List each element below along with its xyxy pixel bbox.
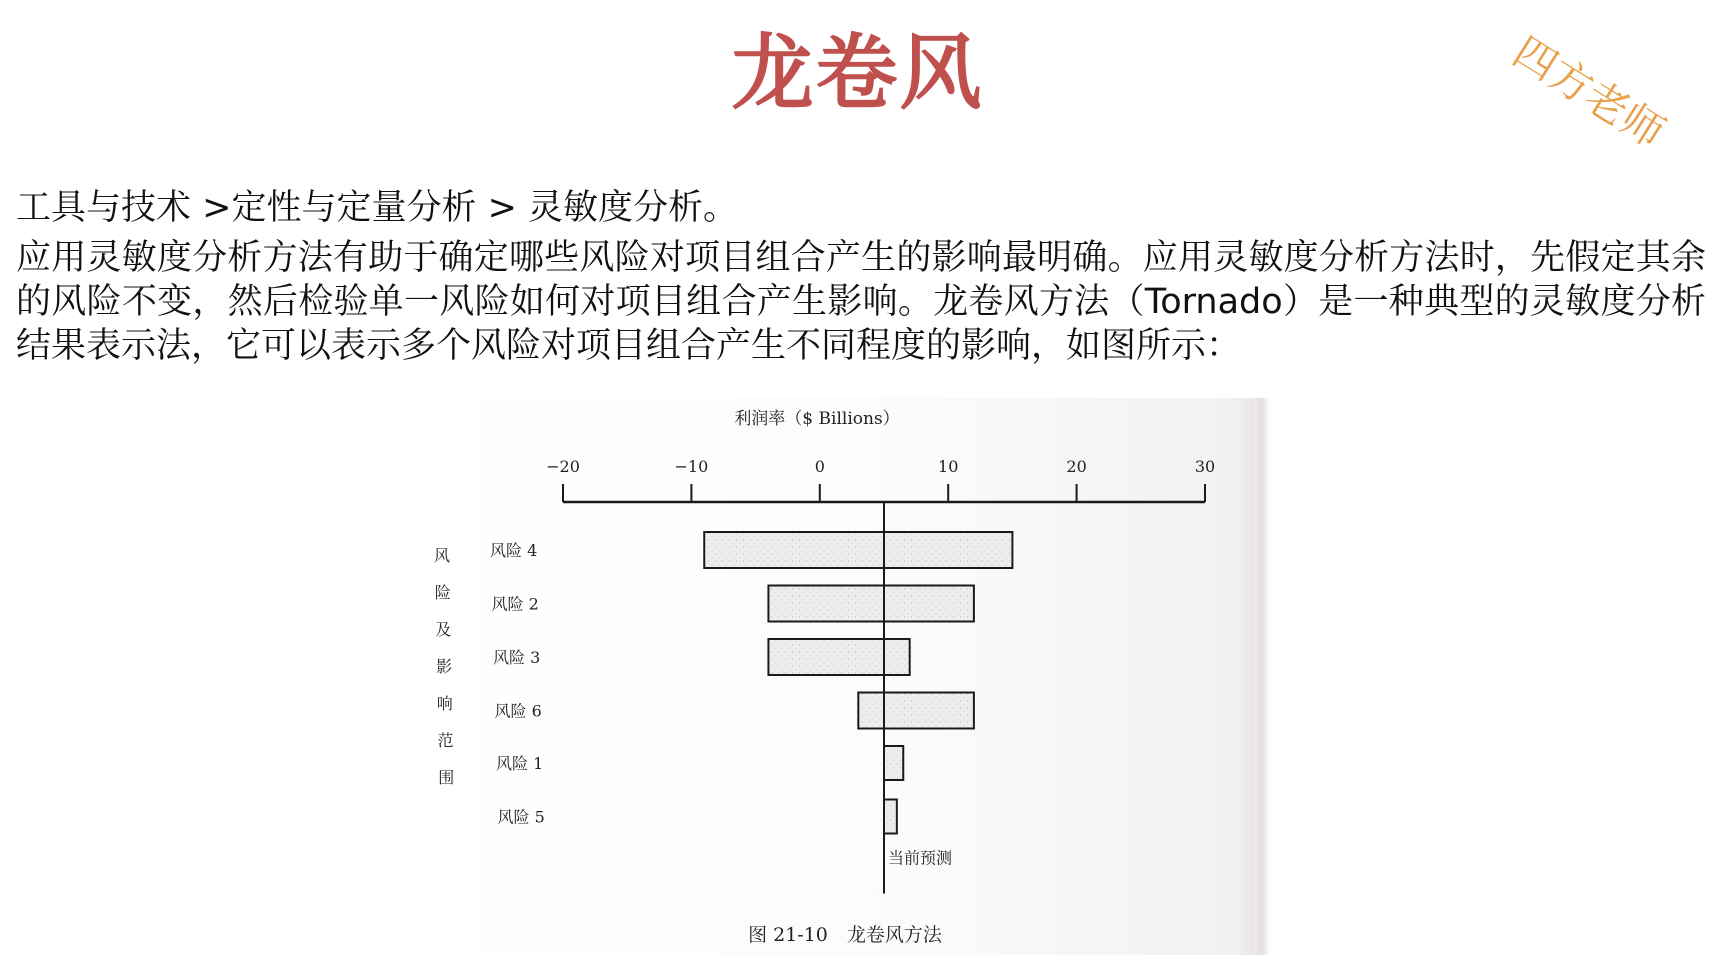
y-label-char: 险 xyxy=(434,583,451,602)
category-label: 风险 5 xyxy=(497,807,545,827)
x-tick-label: −10 xyxy=(674,457,709,476)
y-label-char: 范 xyxy=(437,731,454,750)
y-label-char: 影 xyxy=(436,657,453,676)
category-labels xyxy=(490,541,545,827)
figure-caption: 图 21-10 龙卷风方法 xyxy=(748,924,942,946)
y-label-char: 围 xyxy=(438,768,455,787)
y-label-char: 响 xyxy=(436,694,453,713)
tornado-bar xyxy=(858,693,974,729)
x-tick-label: −20 xyxy=(546,457,580,476)
category-label: 风险 1 xyxy=(496,754,544,773)
chart-title: 利润率（$ Billions） xyxy=(734,409,900,429)
tornado-bar xyxy=(884,746,903,780)
category-label: 风险 6 xyxy=(494,701,542,721)
tornado-chart xyxy=(420,398,1270,918)
tornado-bar xyxy=(768,586,973,622)
category-label: 风险 2 xyxy=(491,594,539,614)
category-label: 风险 4 xyxy=(490,541,538,560)
tornado-bar xyxy=(884,800,897,834)
tornado-bar xyxy=(704,532,1012,568)
bars-layer xyxy=(704,502,1012,894)
category-label: 风险 3 xyxy=(493,648,541,667)
x-axis xyxy=(546,457,1215,502)
x-tick-label: 0 xyxy=(814,457,825,476)
breadcrumb: 工具与技术 >定性与定量分析 > 灵敏度分析。 xyxy=(16,188,739,228)
slide-title: 龙卷风 xyxy=(731,26,984,121)
x-tick-label: 20 xyxy=(1066,457,1087,476)
y-label-char: 风 xyxy=(433,546,451,565)
description-paragraph: 应用灵敏度分析方法有助于确定哪些风险对项目组合产生的影响最明确。应用灵敏度分析方法时，先假定其余的风险不变，然后检验单一风险如何对项目组合产生影响。龙卷风方法（Tornado）是一种典型的灵敏度分析结果表示法，它可以表示多个风险对项目组合产生不同程度的影响，如图所示： xyxy=(16,238,1706,366)
y-label-char: 及 xyxy=(435,620,452,639)
x-tick-label: 10 xyxy=(938,457,959,476)
watermark-text: 四方老师 xyxy=(1504,26,1674,158)
tornado-bar xyxy=(768,639,909,675)
baseline-label: 当前预测 xyxy=(888,848,953,868)
y-axis-label xyxy=(434,546,454,787)
x-tick-label: 30 xyxy=(1194,457,1216,476)
